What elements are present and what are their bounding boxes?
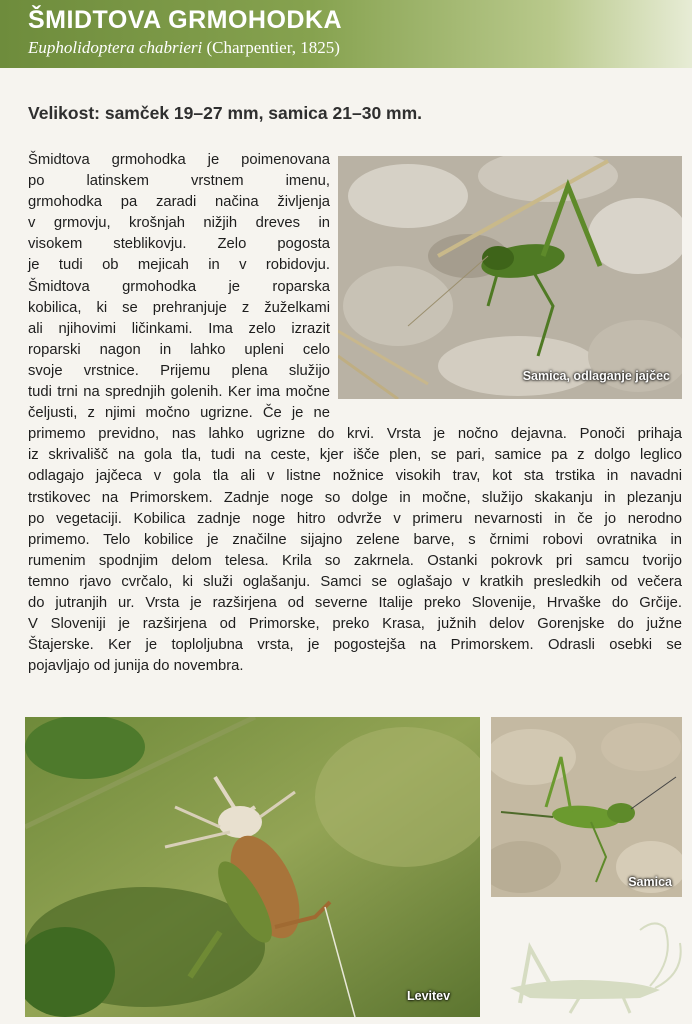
text-line: roparski nagon in lahko upleni celo xyxy=(28,341,330,358)
text-line: Šmidtova grmohodka je poimenovana xyxy=(28,152,330,168)
photo-female-egg-laying xyxy=(338,156,682,399)
text-line: primemo. Telo kobilice je značilne sijajno zelene barve, s črnimi robovi ovratnika in xyxy=(28,531,682,548)
text-line: V Sloveniji je razširjena od Primorske, preko Krasa, južnih delov Gorenjske do južne xyxy=(28,616,682,633)
size-line: Velikost: samček 19–27 mm, samica 21–30 mm. xyxy=(28,103,423,123)
caption-molting: Levitev xyxy=(407,989,451,1003)
text-line: kobilica, ki se prehranjuje z žuželkami xyxy=(28,299,330,316)
species-authority: (Charpentier, 1825) xyxy=(206,38,340,57)
text-line: Šmidtova grmohodka je roparska xyxy=(28,278,330,295)
text-line: Štajerske. Ker je toploljubna vrsta, je pogostejša na Primorskem. Odrasli osebki se xyxy=(28,637,682,654)
text-line: ali njihovimi ličinkami. Ima zelo izrazit xyxy=(28,320,330,337)
text-line: temno rjavo cvrčalo, ki služi oglašanju. Samci se oglašajo v kratkih presledkih od večera xyxy=(28,573,682,590)
photo-top-wrap xyxy=(338,156,682,399)
text-line: iz skrivališč na gola tla, tudi na ceste, kjer išče plen, se pari, samice pa z dolgo leglico xyxy=(28,447,682,464)
molting-illustration xyxy=(25,717,480,1017)
text-line: trstikovec na Primorskem. Zadnje noge so dolge in močne, služijo skakanju in plezanju xyxy=(28,489,682,506)
text-line: primemo previdno, nas lahko ugrizne do krvi. Vrsta je nočno dejavna. Ponoči prihaja xyxy=(28,426,682,443)
text-line: odlagajo jajčeca v gola tla ali v listne nožnice visokih trav, kot sta trstika in navadni xyxy=(28,468,682,485)
text-line: grmohodka pa zaradi načina življenja xyxy=(28,194,330,211)
species-subtitle xyxy=(28,38,340,58)
egg-laying-illustration xyxy=(338,156,682,399)
text-line: do jutranjih ur. Vrsta je razširjena od severne Italije preko Slovenije, Hrvaške do Grčije. xyxy=(28,594,682,611)
text-line: rumenim spodnjim delom telesa. Krila so zakrnela. Ostanki pokrovk pri samcu tvorijo xyxy=(28,552,682,569)
scientific-name: Eupholidoptera chabrieri xyxy=(28,38,203,57)
grasshopper-silhouette-icon xyxy=(490,918,685,1018)
photo-female xyxy=(491,717,682,897)
text-line: pojavljajo od junija do novembra. xyxy=(28,658,244,675)
photo-molting xyxy=(25,717,480,1017)
text-line: je tudi ob mejicah in v robidovju. xyxy=(28,257,330,274)
text-line: v grmovju, krošnjah nižjih dreves in xyxy=(28,215,330,232)
text-line: po vegetaciji. Kobilica zadnje noge hitro odvrže v primeru nevarnosti in če jo nerodno xyxy=(28,510,682,527)
text-line: svoje vrstnice. Prijemu plena služijo xyxy=(28,362,330,379)
text-line: po latinskem vrstnem imenu, xyxy=(28,173,330,190)
caption-egg-laying: Samica, odlaganje jajčec xyxy=(522,368,670,383)
text-line: visokem steblikovju. Zelo pogosta xyxy=(28,236,330,253)
header-band xyxy=(0,0,692,68)
page-title: ŠMIDTOVA GRMOHODKA xyxy=(28,6,343,34)
text-line: tudi trni na sprednjih golenih. Ker ima močne čeljusti, z njimi močno ugrizne. Če je ne xyxy=(28,384,330,422)
body-text xyxy=(28,150,682,677)
female-illustration xyxy=(491,717,682,897)
caption-female: Samica xyxy=(628,875,672,889)
